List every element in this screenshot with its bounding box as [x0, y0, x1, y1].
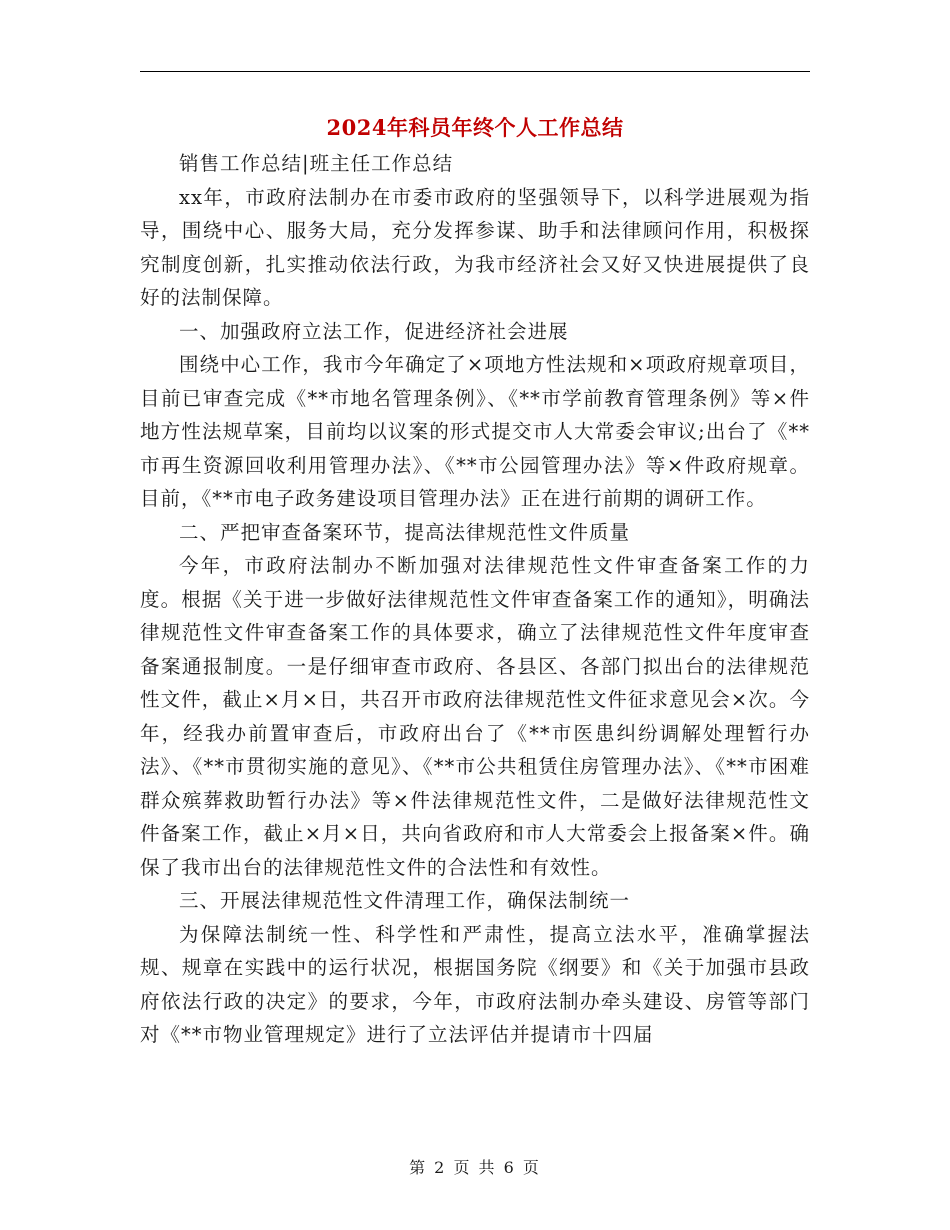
document-title: 2024年科员年终个人工作总结 [326, 115, 624, 140]
section-heading-1: 一、加强政府立法工作，促进经济社会进展 [179, 319, 569, 343]
paragraph-intro: xx年，市政府法制办在市委市政府的坚强领导下，以科学进展观为指导，围绕中心、服务大局，充分发挥参谋、助手和法律顾问作用，积极探究制度创新，扎实推动依法行政，为我市经济社会又好又快进展提供了良好的法制保障。 [140, 185, 810, 309]
section-heading-2: 二、严把审查备案环节，提高法律规范性文件质量 [179, 520, 631, 544]
paragraph-section-2: 今年，市政府法制办不断加强对法律规范性文件审查备案工作的力度。根据《关于进一步做好法律规范性文件审查备案工作的通知》，明确法律规范性文件审查备案工作的具体要求，确立了法律规范性文件年度审查备案通报制度。一是仔细审查市政府、各县区、各部门拟出台的法律规范性文件，截止×月×日，共召开市政府法律规范性文件征求意见会×次。今年，经我办前置审查后，市政府出台了《**市医患纠纷调解处理暂行办法》、《**市贯彻实施的意见》、《**市公共租赁住房管理办法》、《**市困难群众殡葬救助暂行办法》等×件法律规范性文件，二是做好法律规范性文件备案工作，截止×月×日，共向省政府和市人大常委会上报备案×件。确保了我市出台的法律规范性文件的合法性和有效性。 [140, 554, 810, 879]
section-heading-3: 三、开展法律规范性文件清理工作，确保法制统一 [179, 889, 631, 912]
paragraph-related-links: 销售工作总结|班主任工作总结 [179, 152, 454, 175]
header-rule [140, 71, 810, 72]
page-number-footer: 第 2 页 共 6 页 [409, 1158, 541, 1177]
paragraph-section-1: 围绕中心工作，我市今年确定了×项地方性法规和×项政府规章项目，目前已审查完成《**市地名管理条例》、《**市学前教育管理条例》等×件地方性法规草案，目前均以议案的形式提交市人大常委会审议;出台了《**市再生资源回收利用管理办法》、《**市公园管理办法》等×件政府规章。目前，《**市电子政务建设项目管理办法》正在进行前期的调研工作。 [140, 353, 810, 510]
paragraph-section-3: 为保障法制统一性、科学性和严肃性，提高立法水平，准确掌握法规、规章在实践中的运行状况，根据国务院《纲要》和《关于加强市县政府依法行政的决定》的要求，今年，市政府法制办牵头建设、房管等部门对《**市物业管理规定》进行了立法评估并提请市十四届 [140, 922, 810, 1046]
document-body [140, 147, 810, 1052]
